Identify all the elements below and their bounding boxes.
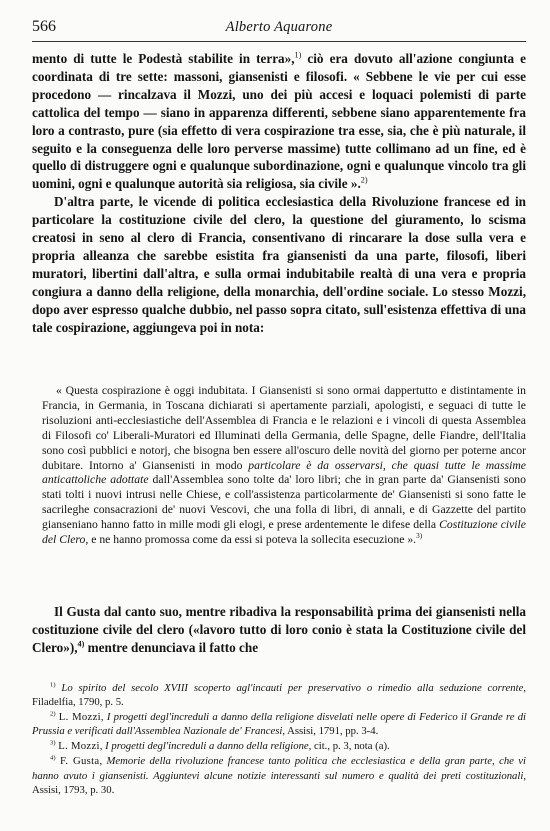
footnote-ref: 3): [416, 532, 423, 541]
footnote-author: L. Mozzi: [58, 711, 101, 724]
footnote: $^{4)}$ F. Gusta, Memorie della rivoluzione francese tanto politica che ecclesiastica e della gran parte, che vi hanno avuto i giansenisti. Aggiuntevi alcune notizie interessanti sul numero e qualità dei preti costituzionali, Assisi, 1793, p. 30.: [32, 754, 527, 796]
footnote-details: , Filadelfia, 1790, p. 5.: [32, 682, 527, 709]
footnote-title: I progetti degl'increduli a danno della religione disvelati nelle opere di Federico il Grande re di Prussia e verificati dall'Assemblea Nazionale de' Francesi: [32, 711, 527, 738]
main-text: [32, 50, 526, 337]
quote-italic-segment: particolare è da osservarsi, che quasi tutte le massime anticattoliche adottate: [42, 458, 526, 487]
footnote-number: 3): [50, 739, 56, 747]
paragraph-text: ciò era dovuto all'azione congiunta e coordinata di tre sette: massoni, giansenisti e filosofi. « Sebbene le vie per cui esse procedono — rincalzava il Mozzi, uno dei più accesi e loquaci polemisti di parte cattolica del tempo — siano in apparenza differenti, sebbene siano apparentemente fra loro a contrasto, pure (sia effetto di vera cospirazione tra esse, sia, che è più naturale, il seguito e la conseguenza delle loro perverse massime) tutte collimano ad un fine, ed è quello di distruggere ogni e qualunque subordinazione, ogni e qualunque vincolo tra gli uomini, ogni e qualunque autorità sia religiosa, sia civile ».: [32, 51, 526, 192]
footnote: $^{3)}$ L. Mozzi, I progetti degl'increduli a danno della religione, cit., p. 3, nota (a).: [50, 739, 390, 753]
footnotes: [32, 681, 526, 798]
paragraph-1: [32, 50, 526, 193]
running-head: Alberto Aquarone: [225, 19, 333, 35]
paragraph-text: mento di tutte le Podestà stabilite in terra»,: [32, 51, 295, 66]
quote-text: [42, 384, 526, 548]
footnote-number: 1): [50, 681, 56, 689]
footnote-author: L. Mozzi: [58, 740, 100, 753]
page-header: [32, 18, 526, 38]
quote-italic-segment: Costituzione civile del Clero: [42, 518, 526, 547]
quote-segment: « Questa cospirazione è oggi indubitata. I Giansenisti si sono ormai dappertutto e distintamente in Francia, in Germania, in Toscana dichiarati si apertamente parziali, apologisti, e seguaci di tutte le risoluzioni anti-ecclesiastiche dell'Assemblea di Francia e le relazioni e i vincoli di questa Assemblea di Filosofi co' Liberali-Muratori ed Illuminati della Germania, delle Spagne, delle Fiandre, dell'Italia sono così pubblici e notorj, che bisogna ben essere all'oscuro delle novità del giorno per poterne ancor dubitare. Intorno a' Giansenisti in modo: [42, 384, 526, 472]
quote-segment: , e ne hanno promossa come da essi si poteva la sollecita esecuzione ».: [85, 533, 417, 547]
footnote-title: Lo spirito del secolo XVIII scoperto agl'incauti per preservativo o rimedio alla seduzione corrente: [61, 682, 524, 694]
block-quote: [42, 384, 526, 548]
paragraph-3: [32, 603, 526, 657]
footnote-ref: 2): [360, 175, 368, 185]
footnote-details: , Assisi, 1793, p. 30.: [32, 769, 526, 796]
footnote-title: Memorie della rivoluzione francese tanto politica che ecclesiastica e della gran parte, che vi hanno avuto i giansenisti. Aggiuntevi alcune notizie interessanti sul numero e qualità dei preti costituzionali: [32, 755, 527, 782]
footnote-author: F. Gusta: [59, 755, 100, 768]
paragraph-text: mentre denunciava il fatto che: [84, 639, 259, 655]
page-number: 566: [32, 18, 56, 35]
footnote-details: , Assisi, 1791, pp. 3-4.: [282, 725, 379, 738]
paragraph-text: Il Gusta dal canto suo, mentre ribadiva la responsabilità prima dei giansenisti nella costituzione civile del clero («lavoro tutto di loro conio è stata la Costituzione civile del Clero»),: [32, 604, 526, 655]
footnote: [32, 681, 526, 709]
footnote: $^{2)}$ L. Mozzi, I progetti degl'increduli a danno della religione disvelati nelle opere di Federico il Grande re di Prussia e verificati dall'Assemblea Nazionale de' Francesi, Assisi, 1791, pp. 3-4.: [32, 710, 527, 738]
footnote-number: 2): [50, 710, 56, 718]
footnote-title: I progetti degl'increduli a danno della religione: [105, 740, 309, 753]
quote-segment: dall'Assemblea sono tolte da' loro libri; che in gran parte da' Giansenisti sono stati tolti i nuovi intrusi nelle Chiese, e coll'assistenza particolarmente de' Giansenisti si sono fatte le sacrileghe consacrazioni de' nuovi Vescovi, che una folla di libri, di annali, e di Gazzette del partito gianseniano hanno fatto in mille modi gli elogi, e prese ardentemente le difese della: [42, 473, 526, 532]
header-rule: [32, 41, 526, 42]
paragraph-2: D'altra parte, le vicende di politica ecclesiastica della Rivoluzione francese ed in particolare la costituzione civile del clero, la questione del giuramento, lo scisma creatosi in seno al clero di Francia, consentivano di rincarare la dose sulla vera e propria alleanza che sarebbe esistita fra giansenisti da una parte, filosofi, liberi muratori, libertini dall'altra, e sulla ormai indubitabile realtà di una vera e propria congiura a danno della religione, della monarchia, dell'ordine sociale. Lo stesso Mozzi, dopo aver espresso qualche dubbio, nel passo sopra citato, sull'esistenza effettiva di una tale cospirazione, aggiungeva poi in nota:: [32, 194, 526, 335]
footnote-details: , cit., p. 3, nota (a).: [308, 740, 390, 753]
footnote-ref: 4): [77, 639, 85, 649]
footnote-ref: 1): [294, 50, 302, 60]
paragraph-text-block: [32, 603, 526, 657]
footnote-number: 4): [50, 754, 56, 762]
